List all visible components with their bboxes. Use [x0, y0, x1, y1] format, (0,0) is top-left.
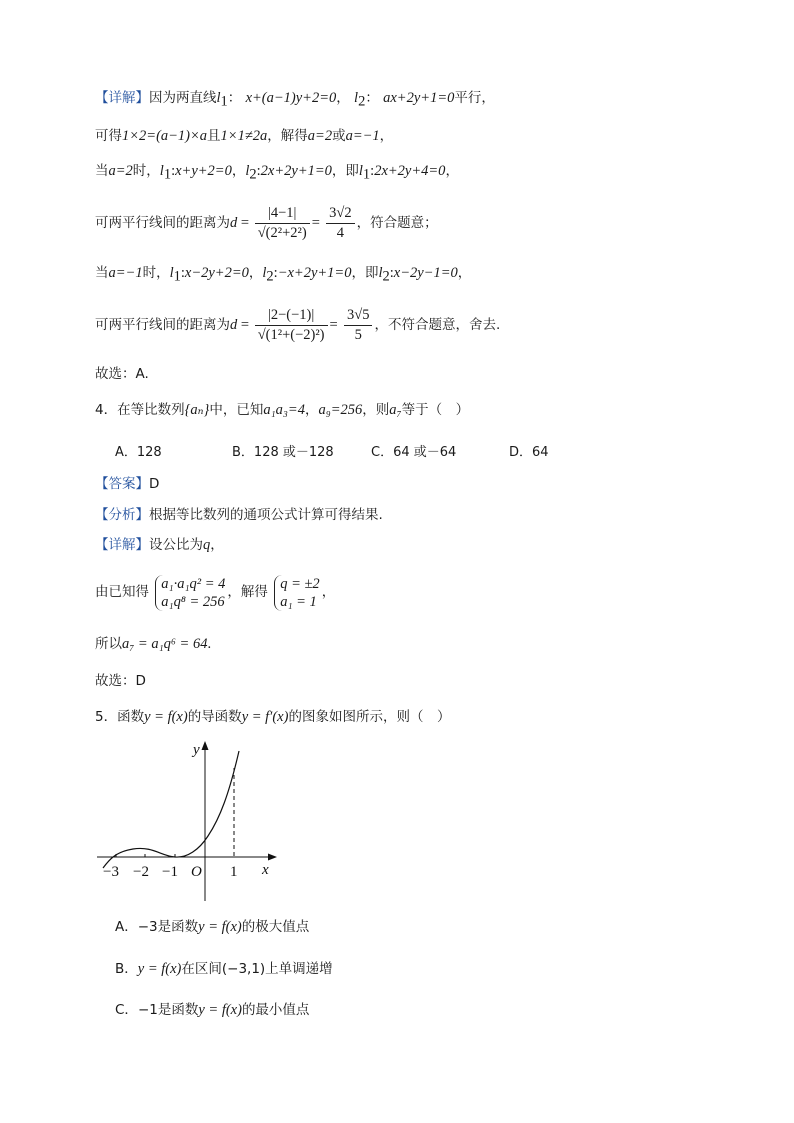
q4-choice: 故选：D — [95, 673, 146, 689]
detail-line-5: 当a=−1时，$l_1:x-2y+2=0$，$l_2:-x+2y+1=0$，即$l_2:x-2y-1=0$， — [95, 265, 472, 285]
distance-fraction-1: $\frac{|4-1|}{\text{√(2²+2²)}}$ — [255, 205, 310, 242]
detail-tag: 【详解】 — [95, 90, 149, 106]
tick-label: −1 — [162, 864, 178, 880]
q4-option-a: A．128 — [115, 445, 162, 460]
q5-option-b: B．y = f(x)在区间(−3,1)上单调递增 — [115, 961, 333, 977]
detail-tag: 【详解】 — [95, 537, 149, 553]
q4-detail-3: 所以a₇ = a₁q⁶ = 64. — [95, 636, 212, 652]
prev-choice: 故选：A. — [95, 366, 149, 382]
origin-label: O — [191, 864, 202, 880]
q4-option-d: D．64 — [509, 445, 549, 460]
q4-detail-1: 【详解】设公比为q， — [95, 537, 224, 553]
tick-label: −2 — [133, 864, 149, 880]
line-l2-equation: ax+2y+1=0 — [383, 90, 455, 106]
line-l1-equation: x+(a−1)y+2=0 — [245, 90, 337, 106]
tick-label: −3 — [103, 864, 119, 880]
detail-line-4: 可两平行线间的距离为d = $\frac{|4-1|}{\text{√(2²+2²)}}$ = $\frac{3√2}{4}$ ，符合题意； — [95, 205, 438, 241]
distance-fraction-2: $\frac{|2-(-1)|}{\text{√(1²+(−2)²)}}$ — [255, 307, 328, 344]
q5-option-a: A．−3是函数y = f(x)的极大值点 — [115, 919, 310, 935]
equation-system-1: a₁·a₁q² = 4 a₁q⁸ = 256 — [155, 575, 225, 611]
detail-line-2: 可得1×2=(a−1)×a且1×1≠2a，解得a=2或a=−1， — [95, 128, 394, 144]
tick-label: 1 — [230, 864, 238, 880]
derivative-graph — [95, 738, 295, 912]
detail-line-3: 当a=2时，$l_1:x+y+2=0$，$l_2:2x+2y+1=0$，即$l_1:2x+2y+4=0$， — [95, 163, 459, 183]
y-axis-label: y — [193, 742, 200, 758]
q4-analysis: 【分析】根据等比数列的通项公式计算可得结果. — [95, 507, 383, 523]
q5-option-c: C．−1是函数y = f(x)的最小值点 — [115, 1002, 310, 1018]
detail-line-6: 可两平行线间的距离为d = $\frac{|2-(-1)|}{\text{√(1²+(−2)²)}}$ = $\frac{3√5}{5}$ ，不符合题意，舍去. — [95, 307, 501, 343]
answer-tag: 【答案】 — [95, 476, 149, 492]
equation-system-2: q = ±2 a₁ = 1 — [274, 575, 320, 611]
q4-stem: 4．在等比数列{aₙ}中，已知a₁a₃=4，a₉=256，则a₇等于（ ） — [95, 402, 470, 418]
q4-option-b: B．128 或－128 — [232, 445, 334, 460]
q4-option-c: C．64 或－64 — [371, 445, 457, 460]
x-axis-label: x — [262, 862, 269, 878]
detail-line-1: 【详解】因为两直线$l_1$： x+(a−1)y+2=0， $l_2$： ax+2y+1=0平行， — [95, 90, 495, 110]
q4-answer: 【答案】D — [95, 476, 160, 492]
analysis-tag: 【分析】 — [95, 507, 149, 523]
q4-detail-2: 由已知得 a₁·a₁q² = 4 a₁q⁸ = 256 ，解得 q = ±2 a₁ = 1 ， — [95, 575, 336, 610]
q5-stem: 5．函数y = f(x)的导函数y = f′(x)的图象如图所示，则（ ） — [95, 709, 451, 725]
